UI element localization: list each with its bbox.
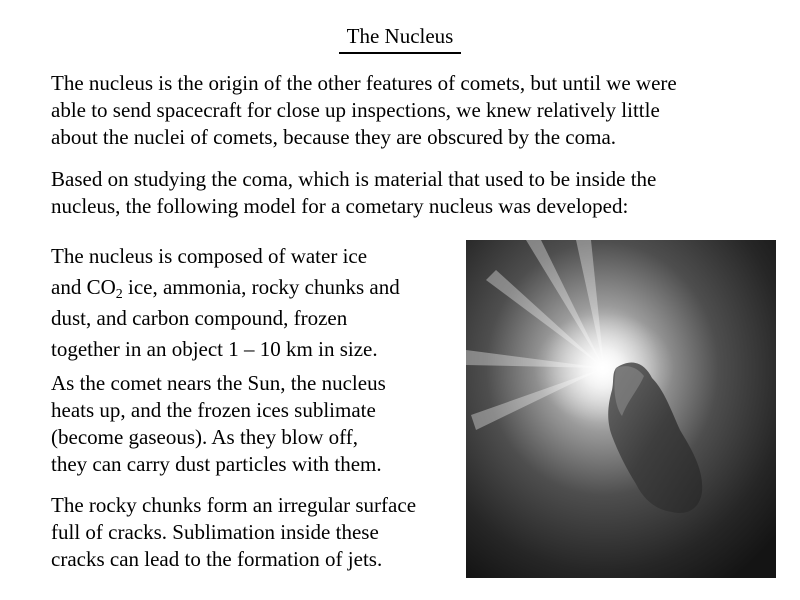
- composition-paragraph: [51, 241, 400, 365]
- composition-line-co2: [51, 272, 400, 303]
- surface-line: cracks can lead to the formation of jets.: [51, 547, 383, 571]
- composition-text: ice, ammonia, rocky chunks and: [122, 275, 400, 299]
- sublimation-paragraph: [51, 370, 386, 478]
- slide-title-text: The Nucleus: [339, 22, 462, 54]
- surface-line: full of cracks. Sublimation inside these: [51, 520, 379, 544]
- intro-paragraph: [51, 70, 677, 151]
- basis-line: nucleus, the following model for a cometary nucleus was developed:: [51, 194, 629, 218]
- intro-line: The nucleus is the origin of the other features of comets, but until we were: [51, 71, 677, 95]
- comet-nucleus-image: [466, 240, 776, 578]
- surface-paragraph: [51, 492, 416, 573]
- sublimation-line: they can carry dust particles with them.: [51, 452, 382, 476]
- intro-line: able to send spacecraft for close up inspections, we knew relatively little: [51, 98, 660, 122]
- intro-line: about the nuclei of comets, because they are obscured by the coma.: [51, 125, 617, 149]
- sublimation-line: (become gaseous). As they blow off,: [51, 425, 358, 449]
- basis-line: Based on studying the coma, which is material that used to be inside the: [51, 167, 657, 191]
- sublimation-line: As the comet nears the Sun, the nucleus: [51, 371, 386, 395]
- composition-line: together in an object 1 – 10 km in size.: [51, 337, 378, 361]
- composition-line: The nucleus is composed of water ice: [51, 244, 368, 268]
- composition-text: and CO: [51, 275, 116, 299]
- composition-line: dust, and carbon compound, frozen: [51, 306, 348, 330]
- slide-title: [0, 22, 800, 54]
- basis-paragraph: [51, 166, 656, 220]
- surface-line: The rocky chunks form an irregular surface: [51, 493, 417, 517]
- sublimation-line: heats up, and the frozen ices sublimate: [51, 398, 376, 422]
- co2-subscript: 2: [115, 287, 123, 302]
